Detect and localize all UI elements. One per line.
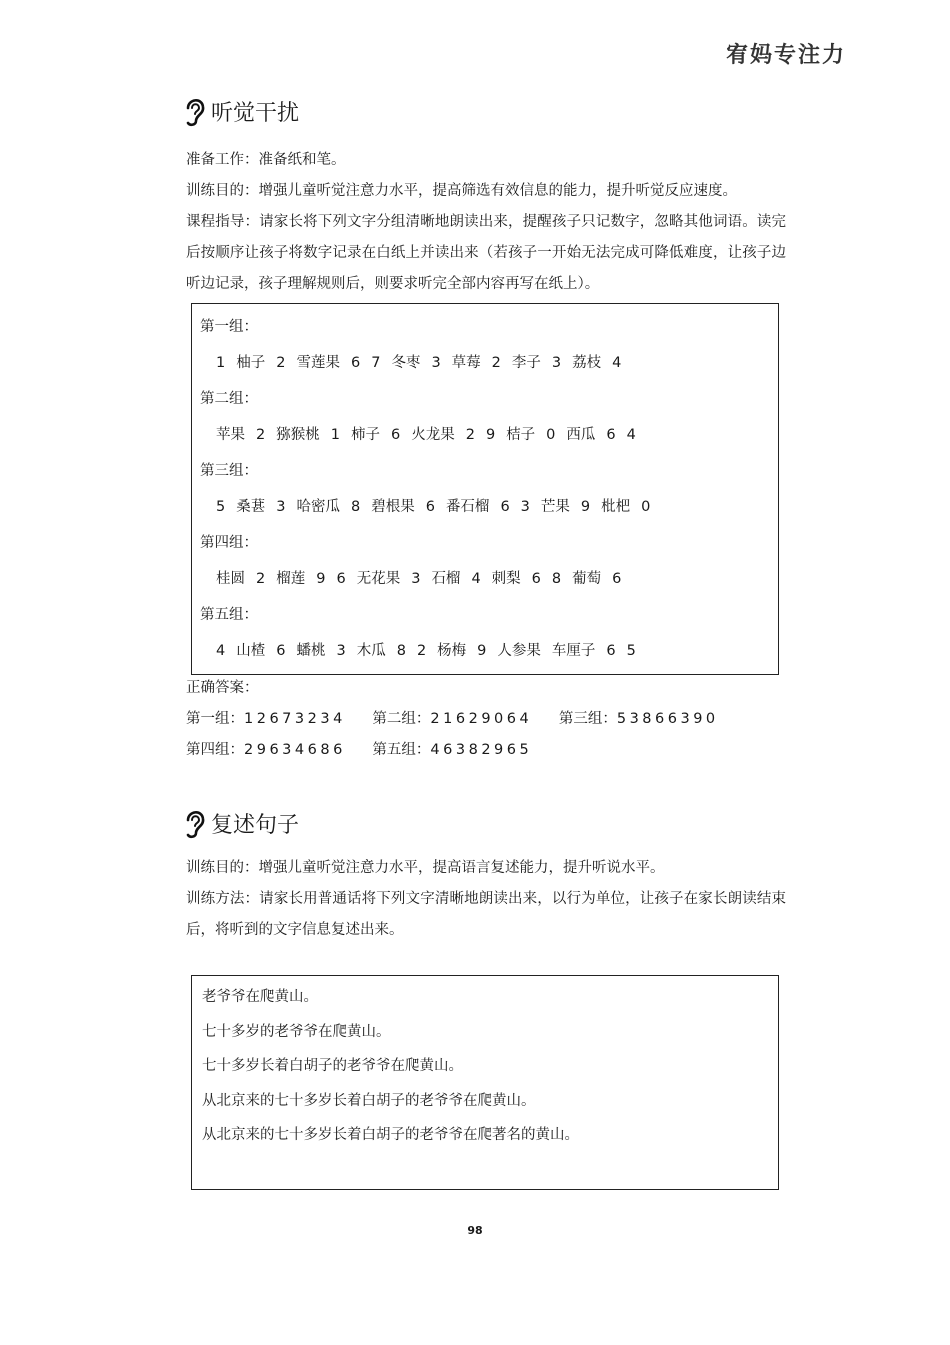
group-items-row (200, 345, 778, 381)
group-item: 2 (416, 643, 427, 659)
sentence-3: 七十多岁长着白胡子的老爷爷在爬黄山。 (202, 1058, 463, 1074)
group-items-row (200, 489, 778, 525)
prep-paragraph: 准备工作：准备纸和笔。 (186, 152, 346, 168)
group-item: 李子 (511, 355, 541, 371)
group-item: 桔子 (506, 427, 536, 443)
group-item: 7 (371, 355, 381, 371)
brand-title: 宥妈专注力 (725, 43, 846, 68)
group-item: 雪莲果 (296, 355, 340, 371)
group-item: 番石榴 (445, 499, 490, 515)
group-item: 蟠桃 (296, 643, 326, 659)
sentences-box (191, 975, 779, 1190)
group-item: 3 (276, 499, 286, 515)
section-title-text: 复述句子 (211, 812, 300, 838)
group-item: 3 (336, 643, 346, 659)
group-items-row (200, 633, 778, 669)
group-item: 9 (477, 643, 487, 659)
group-item: 6 (390, 427, 401, 443)
group-item: 木瓜 (356, 643, 386, 659)
group-item: 2 (491, 355, 501, 371)
group-item: 3 (551, 355, 562, 371)
answer-line-2 (186, 735, 806, 766)
group-item: 4 (612, 355, 622, 371)
section-title-auditory-interference (183, 94, 299, 128)
guide-paragraph: 课程指导：请家长将下列文字分组清晰地朗读出来，提醒孩子只记数字，忽略其他词语。读完后按顺序让孩子将数字记录在白纸上并读出来（若孩子一开始无法完成可降低难度，让孩子边听边记录，孩子理解规则后，则要求听完全部内容再写在纸上）。 (186, 214, 786, 292)
sentence-4: 从北京来的七十多岁长着白胡子的老爷爷在爬黄山。 (202, 1092, 536, 1109)
group-item: 葡萄 (572, 571, 602, 587)
group-item: 3 (431, 355, 441, 371)
answer-group-3: 第三组：53866390 (558, 711, 719, 727)
group-item: 1 (330, 427, 340, 443)
group-item: 山楂 (236, 643, 266, 659)
section-title-text: 听觉干扰 (211, 100, 300, 126)
ear-icon (183, 94, 207, 128)
ear-icon (183, 806, 207, 840)
group-item: 苹果 (216, 427, 245, 443)
group-item: 6 (612, 571, 622, 587)
group-item: 柿子 (350, 427, 380, 443)
answer-group-1: 第一组：12673234 (186, 711, 346, 727)
group-item: 2 (256, 427, 266, 443)
group-item: 8 (350, 499, 361, 515)
group-item: 6 (531, 571, 541, 587)
section-title-sentence-repetition (183, 806, 299, 840)
group-item: 4 (626, 427, 636, 443)
sentence-5: 从北京来的七十多岁长着白胡子的老爷爷在爬著名的黄山。 (202, 1127, 579, 1143)
group-item: 8 (396, 643, 406, 659)
group-item: 9 (316, 571, 326, 587)
group-item: 6 (425, 499, 435, 515)
group-label: 第三组： (200, 463, 258, 479)
group-item: 刺梨 (491, 571, 521, 587)
goal-paragraph: 训练目的：增强儿童听觉注意力水平，提高筛选有效信息的能力，提升听觉反应速度。 (186, 183, 737, 199)
group-item: 火龙果 (411, 427, 455, 443)
page-number: 98 (467, 1224, 483, 1237)
group-label: 第二组： (200, 391, 258, 407)
group-items-row (200, 417, 778, 453)
answers-block (186, 673, 806, 766)
group-items-row (200, 561, 778, 597)
group-item: 5 (216, 499, 226, 515)
group-item: 0 (641, 499, 651, 515)
group-item: 杨梅 (437, 643, 467, 659)
group-item: 2 (256, 571, 266, 587)
group-item: 2 (276, 355, 286, 371)
group-item: 0 (546, 427, 556, 443)
group-item: 哈密瓜 (296, 499, 340, 515)
group-item: 枇杷 (601, 499, 631, 515)
group-item: 4 (471, 571, 481, 587)
group-item: 人参果 (497, 643, 541, 659)
group-item: 芒果 (540, 499, 570, 515)
group-item: 6 (500, 499, 510, 515)
sentence-2: 七十多岁的老爷爷在爬黄山。 (202, 1023, 391, 1040)
group-item: 桂圆 (216, 571, 245, 587)
group-item: 草莓 (451, 355, 481, 371)
answer-line-1 (186, 704, 806, 735)
sentence-1: 老爷爷在爬黄山。 (202, 989, 318, 1005)
section2-instructions (186, 853, 786, 946)
answer-group-2: 第二组：21629064 (372, 711, 533, 727)
group-item: 5 (626, 643, 636, 659)
group-item: 冬枣 (391, 355, 421, 371)
group-item: 榴莲 (276, 571, 306, 587)
group-label: 第一组： (200, 319, 258, 335)
answer-group-5: 第五组：46382965 (372, 742, 533, 758)
group-item: 6 (336, 571, 346, 587)
goal-paragraph: 训练目的：增强儿童听觉注意力水平，提高语言复述能力，提升听说水平。 (186, 860, 665, 876)
group-item: 2 (465, 427, 475, 443)
group-item: 3 (411, 571, 421, 587)
group-item: 6 (606, 427, 616, 443)
group-item: 柚子 (236, 355, 266, 371)
group-item: 6 (276, 643, 286, 659)
group-item: 猕猴桃 (276, 427, 320, 443)
group-item: 石榴 (431, 571, 461, 587)
group-item: 西瓜 (566, 427, 596, 443)
group-item: 无花果 (356, 571, 401, 587)
answer-group-4: 第四组：29634686 (186, 742, 346, 758)
section1-instructions (186, 145, 786, 300)
group-item: 碧根果 (371, 499, 415, 515)
group-item: 3 (520, 499, 530, 515)
group-item: 8 (551, 571, 562, 587)
group-item: 桑葚 (236, 499, 266, 515)
group-item: 车厘子 (551, 643, 596, 659)
group-item: 4 (216, 643, 226, 659)
answer-heading: 正确答案： (186, 680, 259, 696)
group-label: 第五组： (200, 607, 258, 623)
group-item: 荔枝 (572, 355, 602, 371)
group-item: 9 (485, 427, 496, 443)
group-item: 1 (216, 355, 226, 371)
method-paragraph: 训练方法：请家长用普通话将下列文字清晰地朗读出来，以行为单位，让孩子在家长朗读结束后，将听到的文字信息复述出来。 (186, 891, 786, 938)
word-groups-box (191, 303, 779, 675)
group-item: 9 (580, 499, 591, 515)
group-item: 6 (606, 643, 616, 659)
group-item: 6 (350, 355, 361, 371)
group-label: 第四组： (200, 535, 258, 551)
